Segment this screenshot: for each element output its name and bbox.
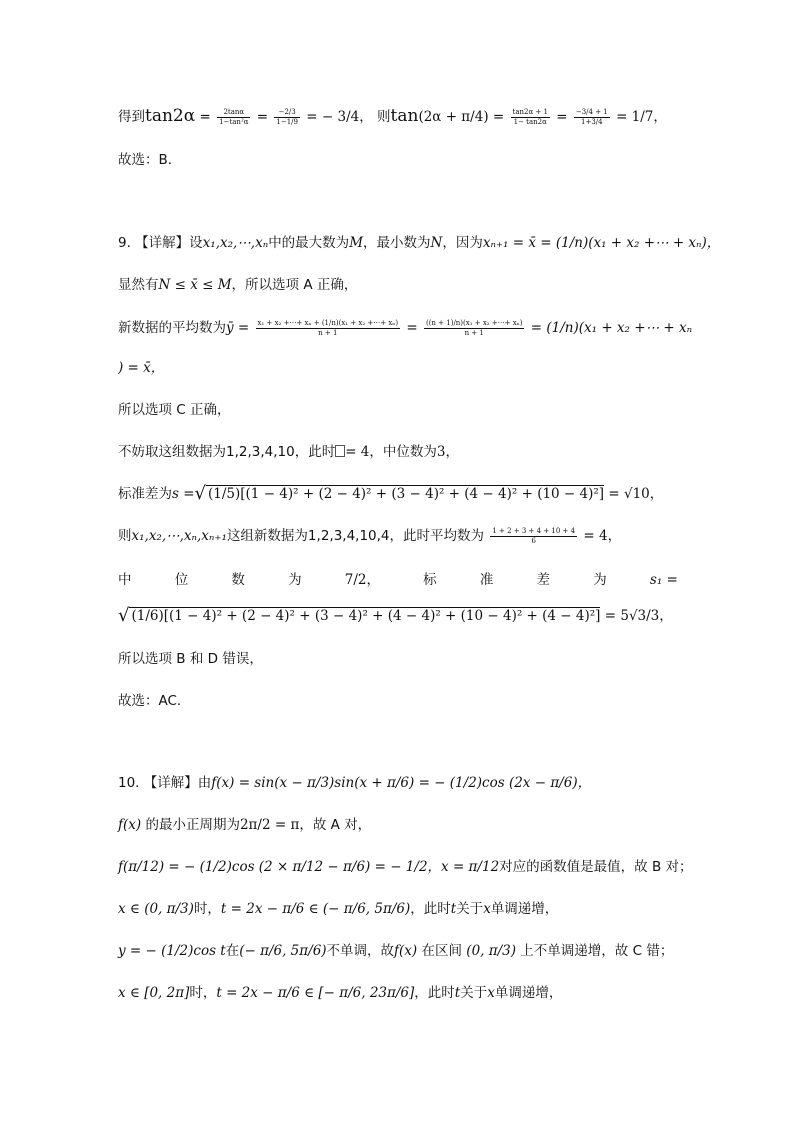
p8-tan: tan (145, 106, 173, 126)
result: = − 3/4， (306, 109, 373, 125)
p10-line-3 (118, 857, 693, 877)
math: f(π/12) = − (1/2)cos (2 × π/12 − π/6) = − 1/2， (118, 859, 442, 875)
char: 数 (231, 572, 245, 588)
char: 差 (536, 572, 551, 588)
math: x₁,x₂,⋯,xₙ,xₙ₊₁ (131, 528, 227, 544)
text: 中的最大数为 (268, 235, 350, 251)
char: 准 (479, 572, 494, 588)
text: 关于 (460, 985, 488, 1001)
p9-line-3: 新数据的平均数为ȳ = $\frac{\text{x₁ + x₂ +⋯+ xₙ + (1/n)(x₁ + x₂ +⋯+ xₙ)}}{n + 1}$ = $\frac{\text{((n + 1)/n)(x₁ + x₂ +⋯+ xₙ)}}{n + 1}$ = (1/n)(x₁ + x₂ +⋯ + xₙ (118, 318, 693, 337)
text: ，所以选项 A 正确， (231, 277, 358, 293)
p8-formula-line (118, 106, 667, 127)
p9-line-7: 标准差为s =√ (1/5)[(1 − 4)² + (2 − 4)² + (3 − 4)² + (4 − 4)² + (10 − 4)²] = √10， (118, 483, 664, 504)
char: 7/2， (344, 572, 380, 588)
p9-line-1 (118, 233, 720, 253)
math: N ≤ x̄ ≤ M (158, 277, 232, 293)
p10-line-1 (118, 773, 591, 793)
text: 时， (193, 901, 221, 917)
p9-line-2 (118, 275, 357, 295)
p10-line-2 (118, 815, 371, 835)
eq: = (492, 109, 505, 125)
fraction: $\frac{\text{((n + 1)/n)(x₁ + x₂ +⋯+ xₙ)}}{n + 1}$ (425, 318, 523, 337)
eq: = (556, 109, 568, 125)
fraction: $\frac{-3/4 + 1}{1+3/4}$ (575, 107, 608, 126)
char: 位 (174, 572, 189, 588)
math: = 4， (583, 528, 622, 544)
tan: tan (390, 106, 419, 126)
p9-line-4: ) = x̄， (118, 360, 165, 376)
text: 标准差为 (118, 486, 172, 502)
text: 这组新数据为1,2,3,4,10,4，此时平均数为 (226, 528, 485, 544)
text: ，最小数为 (363, 235, 431, 251)
text: ，因为 (442, 235, 483, 251)
text: 在区间 (417, 943, 467, 959)
math: = √10， (608, 486, 664, 502)
math: x₁,x₂,⋯,xₙ (202, 235, 269, 251)
text: ，故 A 对， (299, 817, 372, 833)
p10-heading: 10. 【详解】由 (118, 775, 212, 791)
math: x ∈ [0, 2π] (118, 985, 190, 1001)
math: y = − (1/2)cos t (118, 943, 226, 959)
text: 的最小正周期为 (141, 817, 240, 833)
math: (0, π/3) (466, 943, 517, 959)
text: 则 (118, 528, 132, 544)
paren-arg: (2α + π/4) (418, 109, 489, 125)
text: 对应的函数值是最值，故 B 对； (499, 859, 693, 875)
math: (− π/6, 5π/6) (239, 943, 327, 959)
math: ȳ = (226, 320, 250, 336)
char: 中 (118, 572, 132, 588)
text: 不妨取这组数据为1,2,3,4,10，此时 (118, 444, 336, 460)
math: t = 2x − π/6 ∈ (− π/6, 5π/6) (220, 901, 411, 917)
text: 显然有 (118, 277, 159, 293)
p10-line-6 (118, 983, 562, 1003)
fraction: $\frac{1 + 2 + 3 + 4 + 10 + 4}{6}$ (492, 526, 576, 545)
text: 单调递增， (490, 901, 559, 917)
char: s₁ = (649, 572, 678, 588)
p9-answer: 故选：AC. (118, 693, 182, 709)
math: x (487, 985, 495, 1001)
result: = 1/7， (616, 109, 667, 125)
sqrt-body: (1/6)[(1 − 4)² + (2 − 4)² + (3 − 4)² + (4 − 4)² + (10 − 4)² + (4 − 4)²] (131, 608, 601, 624)
text: ，此时 (414, 985, 455, 1001)
math: M (349, 235, 364, 251)
p8-lead: 得到 (118, 109, 145, 125)
math: t = 2x − π/6 ∈ [− π/6, 23π/6] (216, 985, 415, 1001)
math: x (483, 901, 491, 917)
fraction: $\frac{-2/3}{1-1/9}$ (276, 107, 298, 126)
math: t (450, 901, 457, 917)
p9-line-6 (118, 442, 459, 462)
text: 新数据的平均数为 (118, 320, 226, 336)
math: f(x) (118, 817, 142, 833)
math: x ∈ (0, π/3) (118, 901, 194, 917)
eq: = (199, 109, 211, 125)
eq: = (256, 109, 269, 125)
math: N (430, 235, 443, 251)
text: 在 (225, 943, 240, 959)
then-word: 则 (377, 109, 391, 125)
math: x = π/12 (441, 859, 500, 875)
math: = (1/n)(x₁ + x₂ +⋯ + xₙ (530, 320, 693, 336)
math: xₙ₊₁ = x̄ = (1/n)(x₁ + x₂ +⋯ + xₙ)， (482, 235, 721, 251)
p9-line-5: 所以选项 C 正确， (118, 402, 231, 418)
text: 单调递增， (494, 985, 563, 1001)
sqrt-body: (1/5)[(1 − 4)² + (2 − 4)² + (3 − 4)² + (4 − 4)² + (10 − 4)²] (208, 486, 605, 502)
math: 2π/2 = π (239, 817, 300, 833)
char: 为 (593, 572, 607, 588)
math: s = (172, 486, 195, 502)
p9-line-11: 所以选项 B 和 D 错误， (118, 651, 263, 667)
text: 关于 (456, 901, 484, 917)
p10-line-4 (118, 899, 558, 919)
p9-line-8 (118, 526, 621, 546)
math: = 4，中位数为3， (345, 444, 459, 460)
p10-line-5 (118, 941, 673, 961)
char: 为 (288, 572, 302, 588)
p8-answer: 故选：B. (118, 152, 173, 168)
p8-two-alpha: 2α (172, 106, 196, 126)
text: ，此时 (410, 901, 451, 917)
missing-glyph-box (335, 445, 345, 457)
p9-line-10: √ (1/6)[(1 − 4)² + (2 − 4)² + (3 − 4)² + (4 − 4)² + (10 − 4)² + (4 − 4)²] = 5√3/3， (118, 605, 673, 626)
p9-line-9 (118, 570, 678, 590)
math: f(x) = sin(x − π/3)sin(x + π/6) = − (1/2)cos (2x − π/6)， (211, 775, 592, 791)
fraction: $\frac{\text{x₁ + x₂ +⋯+ xₙ + (1/n)(x₁ + x₂ +⋯+ xₙ)}}{n + 1}$ (257, 318, 399, 337)
p9-heading: 9. 【详解】设 (118, 235, 203, 251)
char: 标 (423, 572, 437, 588)
fraction: $\frac{\tan 2\alpha + 1}{1- \tan 2\alpha}$ (512, 107, 548, 126)
math: f(x) (394, 943, 418, 959)
math: = 5√3/3， (604, 608, 673, 624)
math: t (454, 985, 461, 1001)
text: 上不单调递增，故 C 错； (516, 943, 674, 959)
text: 不单调，故 (326, 943, 395, 959)
fraction: $\frac{2\tan\alpha}{\text{1−tan²α}}$ (219, 107, 249, 126)
text: 时， (189, 985, 217, 1001)
